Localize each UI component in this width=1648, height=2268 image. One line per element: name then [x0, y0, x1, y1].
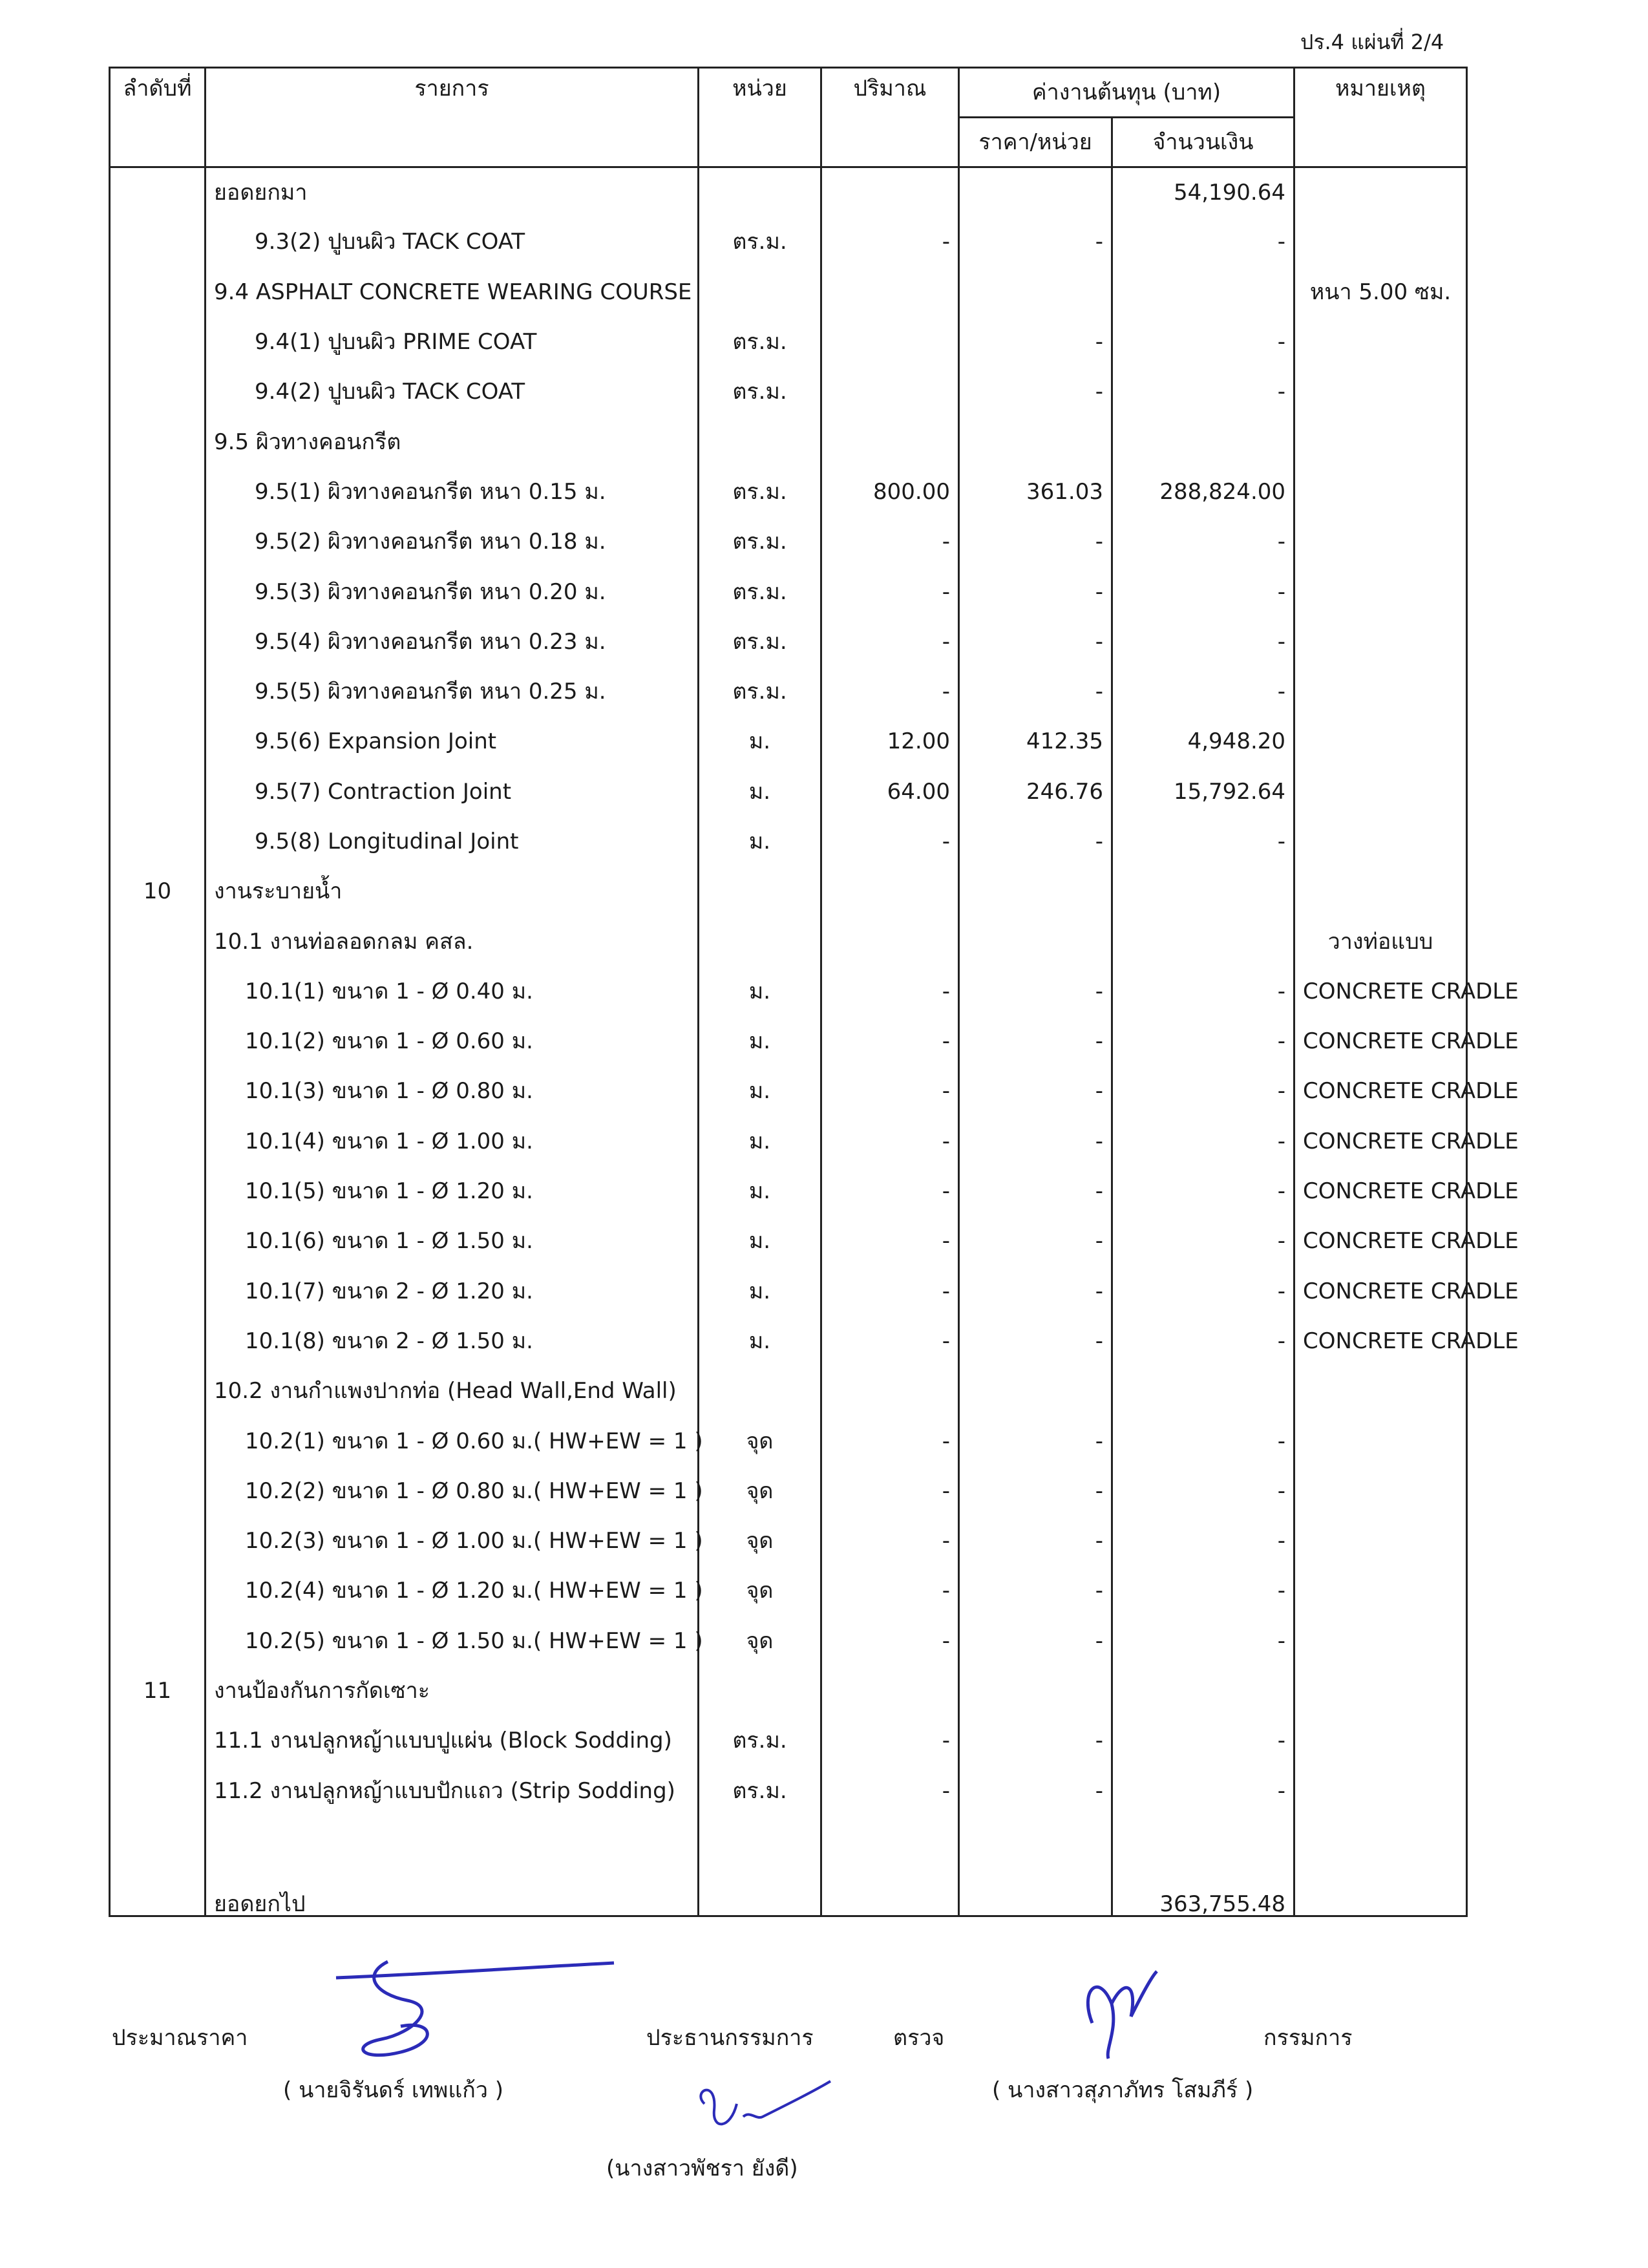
row-unit-price: -: [959, 1266, 1112, 1316]
row-remark: วางท่อแบบ: [1294, 917, 1467, 966]
row-seq: [110, 567, 206, 617]
row-quantity: -: [821, 1766, 959, 1816]
table-row: [110, 816, 1467, 866]
row-unit-price: [959, 417, 1112, 467]
row-item: 9.3(2) ปูบนผิว TACK COAT: [206, 217, 699, 267]
estimator-name: ( นายจิรันดร์ เทพแก้ว ): [283, 2077, 504, 2103]
row-remark: [1294, 217, 1467, 267]
row-item: ยอดยกมา: [206, 167, 699, 217]
row-seq: [110, 1566, 206, 1616]
row-seq: [110, 1066, 206, 1116]
row-amount: 4,948.20: [1112, 717, 1294, 767]
row-amount: -: [1112, 317, 1294, 366]
row-amount: -: [1112, 1066, 1294, 1116]
row-unit-price: -: [959, 1017, 1112, 1066]
table-row: [110, 317, 1467, 366]
row-unit: ม.: [699, 1116, 821, 1166]
row-seq: [110, 917, 206, 966]
row-amount: -: [1112, 1516, 1294, 1566]
row-remark: [1294, 367, 1467, 417]
row-unit: จุด: [699, 1566, 821, 1616]
row-remark: [1294, 417, 1467, 467]
header-unit: หน่วย: [699, 68, 821, 167]
row-unit-price: [959, 1816, 1112, 1916]
row-seq: [110, 1316, 206, 1366]
row-item: 10.1(2) ขนาด 1 - Ø 0.60 ม.: [206, 1017, 699, 1066]
member-label: กรรมการ: [1263, 2025, 1353, 2051]
row-unit-price: -: [959, 1716, 1112, 1766]
row-amount: -: [1112, 1316, 1294, 1366]
table-row: [110, 167, 1467, 217]
row-item: 9.5(6) Expansion Joint: [206, 717, 699, 767]
row-unit: [699, 417, 821, 467]
row-item: 10.1(4) ขนาด 1 - Ø 1.00 ม.: [206, 1116, 699, 1166]
row-unit-price: -: [959, 317, 1112, 366]
table-row: [110, 1266, 1467, 1316]
estimator-signature: [323, 1949, 620, 2078]
row-item: 9.5(7) Contraction Joint: [206, 767, 699, 816]
row-unit-price: -: [959, 567, 1112, 617]
row-unit-price: [959, 867, 1112, 917]
row-item: 10.1(1) ขนาด 1 - Ø 0.40 ม.: [206, 966, 699, 1016]
estimator-label: ประมาณราคา: [112, 2025, 248, 2051]
row-seq: [110, 1216, 206, 1266]
row-quantity: [821, 417, 959, 467]
row-seq: [110, 1816, 206, 1916]
row-quantity: -: [821, 567, 959, 617]
row-remark: CONCRETE CRADLE: [1294, 1116, 1467, 1166]
row-remark: [1294, 617, 1467, 666]
row-amount: -: [1112, 1017, 1294, 1066]
row-unit: ม.: [699, 966, 821, 1016]
row-unit-price: -: [959, 217, 1112, 267]
row-quantity: 64.00: [821, 767, 959, 816]
row-unit: ตร.ม.: [699, 1766, 821, 1816]
table-row: [110, 1566, 1467, 1616]
row-unit: ม.: [699, 816, 821, 866]
table-row: [110, 517, 1467, 567]
row-seq: [110, 417, 206, 467]
row-unit: [699, 267, 821, 317]
table-row: [110, 1066, 1467, 1116]
header-seq: ลำดับที่: [110, 68, 206, 167]
row-unit: ตร.ม.: [699, 517, 821, 567]
row-quantity: -: [821, 517, 959, 567]
header-remark: หมายเหตุ: [1294, 68, 1467, 167]
table-row: [110, 966, 1467, 1016]
row-quantity: -: [821, 617, 959, 666]
row-quantity: -: [821, 1266, 959, 1316]
member-name: ( นางสาวสุภาภัทร โสมภีร์ ): [992, 2077, 1254, 2103]
row-item: 10.1(8) ขนาด 2 - Ø 1.50 ม.: [206, 1316, 699, 1366]
table-row: [110, 1416, 1467, 1466]
row-seq: [110, 816, 206, 866]
row-remark: [1294, 717, 1467, 767]
page-reference: ปร.4 แผ่นที่ 2/4: [1300, 30, 1444, 54]
row-item: 10.1 งานท่อลอดกลม คสล.: [206, 917, 699, 966]
row-item: 9.5(5) ผิวทางคอนกรีต หนา 0.25 ม.: [206, 666, 699, 716]
table-row: [110, 917, 1467, 966]
row-seq: [110, 267, 206, 317]
row-unit: [699, 167, 821, 217]
row-unit-price: -: [959, 1766, 1112, 1816]
row-amount: -: [1112, 1566, 1294, 1616]
table-row: [110, 767, 1467, 816]
row-quantity: -: [821, 1716, 959, 1766]
row-amount: -: [1112, 567, 1294, 617]
row-remark: [1294, 1516, 1467, 1566]
row-seq: [110, 1166, 206, 1216]
row-quantity: [821, 367, 959, 417]
row-quantity: [821, 867, 959, 917]
row-amount: -: [1112, 1466, 1294, 1516]
row-unit-price: -: [959, 1466, 1112, 1516]
row-quantity: -: [821, 1116, 959, 1166]
row-item: 9.5(8) Longitudinal Joint: [206, 816, 699, 866]
row-seq: 11: [110, 1666, 206, 1715]
row-amount: -: [1112, 517, 1294, 567]
row-amount: -: [1112, 966, 1294, 1016]
chair-name: (นางสาวพัชรา ยังดี): [606, 2156, 798, 2181]
row-item: 9.5(2) ผิวทางคอนกรีต หนา 0.18 ม.: [206, 517, 699, 567]
row-amount: -: [1112, 1166, 1294, 1216]
table-row: [110, 1766, 1467, 1816]
row-amount: -: [1112, 1766, 1294, 1816]
chair-label: ประธานกรรมการ: [646, 2025, 814, 2051]
row-unit-price: 246.76: [959, 767, 1112, 816]
row-item: 9.4(2) ปูบนผิว TACK COAT: [206, 367, 699, 417]
row-unit-price: -: [959, 966, 1112, 1016]
row-quantity: 12.00: [821, 717, 959, 767]
row-unit: ตร.ม.: [699, 1716, 821, 1766]
row-remark: CONCRETE CRADLE: [1294, 1066, 1467, 1116]
row-remark: CONCRETE CRADLE: [1294, 1017, 1467, 1066]
row-item: 9.5(1) ผิวทางคอนกรีต หนา 0.15 ม.: [206, 467, 699, 516]
row-unit-price: -: [959, 617, 1112, 666]
table-row: [110, 717, 1467, 767]
table-row: [110, 666, 1467, 716]
row-unit-price: -: [959, 816, 1112, 866]
row-quantity: -: [821, 1216, 959, 1266]
row-amount: -: [1112, 367, 1294, 417]
table-row: [110, 1716, 1467, 1766]
table-row: [110, 1516, 1467, 1566]
row-item: 10.2(1) ขนาด 1 - Ø 0.60 ม.( HW+EW = 1 ): [206, 1416, 699, 1466]
row-remark: [1294, 467, 1467, 516]
table-row: [110, 1316, 1467, 1366]
row-unit-price: -: [959, 1066, 1112, 1116]
row-remark: [1294, 167, 1467, 217]
row-remark: [1294, 867, 1467, 917]
table-row: [110, 217, 1467, 267]
carry-forward-row: [110, 1816, 1467, 1916]
row-unit: ม.: [699, 1066, 821, 1116]
header-unit-price: ราคา/หน่วย: [959, 118, 1112, 167]
row-seq: [110, 167, 206, 217]
table-header: [110, 68, 1467, 167]
row-unit: ม.: [699, 1017, 821, 1066]
row-remark: [1294, 1616, 1467, 1666]
row-seq: [110, 1116, 206, 1166]
row-quantity: [821, 267, 959, 317]
row-unit: ตร.ม.: [699, 617, 821, 666]
row-unit: จุด: [699, 1466, 821, 1516]
row-item: 11.2 งานปลูกหญ้าแบบปักแถว (Strip Sodding): [206, 1766, 699, 1816]
row-quantity: -: [821, 666, 959, 716]
row-remark: [1294, 816, 1467, 866]
row-item: 9.5(4) ผิวทางคอนกรีต หนา 0.23 ม.: [206, 617, 699, 666]
row-unit-price: -: [959, 666, 1112, 716]
row-seq: [110, 1416, 206, 1466]
row-remark: CONCRETE CRADLE: [1294, 1216, 1467, 1266]
row-unit-price: -: [959, 1516, 1112, 1566]
row-amount: [1112, 267, 1294, 317]
row-seq: [110, 1616, 206, 1666]
row-quantity: -: [821, 1416, 959, 1466]
row-amount: -: [1112, 617, 1294, 666]
row-item: 10.2(4) ขนาด 1 - Ø 1.20 ม.( HW+EW = 1 ): [206, 1566, 699, 1616]
row-item: งานระบายน้ำ: [206, 867, 699, 917]
row-amount: [1112, 867, 1294, 917]
row-quantity: [821, 167, 959, 217]
row-item: 9.4(1) ปูบนผิว PRIME COAT: [206, 317, 699, 366]
row-remark: [1294, 1366, 1467, 1416]
row-item: 10.2 งานกำแพงปากท่อ (Head Wall,End Wall): [206, 1366, 699, 1416]
row-seq: [110, 217, 206, 267]
row-quantity: -: [821, 1316, 959, 1366]
table-row: [110, 617, 1467, 666]
header-cost-group: ค่างานต้นทุน (บาท): [959, 68, 1294, 118]
chair-signature: [685, 2072, 834, 2143]
row-unit: [699, 917, 821, 966]
row-remark: [1294, 767, 1467, 816]
row-unit: จุด: [699, 1516, 821, 1566]
row-remark: CONCRETE CRADLE: [1294, 966, 1467, 1016]
row-quantity: -: [821, 1566, 959, 1616]
row-unit-price: -: [959, 1216, 1112, 1266]
row-item: 11.1 งานปลูกหญ้าแบบปูแผ่น (Block Sodding): [206, 1716, 699, 1766]
row-seq: [110, 1766, 206, 1816]
row-unit: ตร.ม.: [699, 467, 821, 516]
row-unit: ตร.ม.: [699, 567, 821, 617]
row-quantity: -: [821, 1017, 959, 1066]
row-unit: [699, 867, 821, 917]
row-seq: [110, 1516, 206, 1566]
row-unit-price: 361.03: [959, 467, 1112, 516]
table-row: [110, 1216, 1467, 1266]
row-unit-price: -: [959, 517, 1112, 567]
row-unit-price: -: [959, 1616, 1112, 1666]
row-amount: -: [1112, 217, 1294, 267]
row-remark: CONCRETE CRADLE: [1294, 1266, 1467, 1316]
table-row: [110, 567, 1467, 617]
header-quantity: ปริมาณ: [821, 68, 959, 167]
row-quantity: -: [821, 1066, 959, 1116]
row-unit-price: -: [959, 1116, 1112, 1166]
row-quantity: -: [821, 816, 959, 866]
row-amount: -: [1112, 1216, 1294, 1266]
row-amount: 54,190.64: [1112, 167, 1294, 217]
row-amount: [1112, 1666, 1294, 1715]
row-unit: ม.: [699, 1166, 821, 1216]
row-quantity: -: [821, 1166, 959, 1216]
row-quantity: -: [821, 1616, 959, 1666]
row-seq: [110, 666, 206, 716]
row-amount: 15,792.64: [1112, 767, 1294, 816]
row-unit: จุด: [699, 1616, 821, 1666]
table-row: [110, 1017, 1467, 1066]
row-remark: CONCRETE CRADLE: [1294, 1166, 1467, 1216]
row-unit: ตร.ม.: [699, 666, 821, 716]
row-unit-price: 412.35: [959, 717, 1112, 767]
row-seq: [110, 1366, 206, 1416]
table-row: [110, 867, 1467, 917]
row-quantity: -: [821, 1466, 959, 1516]
row-remark: [1294, 517, 1467, 567]
row-seq: [110, 966, 206, 1016]
row-amount: -: [1112, 1416, 1294, 1466]
row-quantity: -: [821, 1516, 959, 1566]
row-seq: [110, 367, 206, 417]
row-unit: [699, 1366, 821, 1416]
row-remark: [1294, 1566, 1467, 1616]
row-remark: [1294, 1716, 1467, 1766]
row-remark: CONCRETE CRADLE: [1294, 1316, 1467, 1366]
row-quantity: [821, 317, 959, 366]
row-unit: ม.: [699, 1266, 821, 1316]
row-remark: [1294, 567, 1467, 617]
row-unit-price: -: [959, 1316, 1112, 1366]
row-seq: [110, 1017, 206, 1066]
row-seq: [110, 1466, 206, 1516]
row-unit: ตร.ม.: [699, 217, 821, 267]
table-row: [110, 417, 1467, 467]
row-remark: [1294, 1766, 1467, 1816]
row-item: 10.1(3) ขนาด 1 - Ø 0.80 ม.: [206, 1066, 699, 1116]
row-unit: ม.: [699, 717, 821, 767]
row-unit: [699, 1666, 821, 1715]
table-row: [110, 267, 1467, 317]
header-item: รายการ: [206, 68, 699, 167]
row-seq: [110, 517, 206, 567]
row-remark: [1294, 317, 1467, 366]
row-seq: [110, 467, 206, 516]
row-quantity: [821, 1366, 959, 1416]
row-remark: [1294, 1466, 1467, 1516]
row-quantity: [821, 1816, 959, 1916]
row-amount: -: [1112, 816, 1294, 866]
row-seq: 10: [110, 867, 206, 917]
row-item: 9.5 ผิวทางคอนกรีต: [206, 417, 699, 467]
row-unit-price: [959, 1666, 1112, 1715]
row-seq: [110, 717, 206, 767]
row-amount: -: [1112, 1266, 1294, 1316]
row-quantity: [821, 1666, 959, 1715]
row-item: 10.2(2) ขนาด 1 - Ø 0.80 ม.( HW+EW = 1 ): [206, 1466, 699, 1516]
row-seq: [110, 767, 206, 816]
table-row: [110, 1466, 1467, 1516]
table-row: [110, 1616, 1467, 1666]
row-unit-price: -: [959, 1416, 1112, 1466]
row-unit-price: [959, 267, 1112, 317]
row-amount: -: [1112, 1116, 1294, 1166]
row-item: 10.2(5) ขนาด 1 - Ø 1.50 ม.( HW+EW = 1 ): [206, 1616, 699, 1666]
row-remark: [1294, 1416, 1467, 1466]
row-item: 10.1(7) ขนาด 2 - Ø 1.20 ม.: [206, 1266, 699, 1316]
row-quantity: -: [821, 966, 959, 1016]
row-item: 9.4 ASPHALT CONCRETE WEARING COURSE: [206, 267, 699, 317]
carry-forward-amount: 363,755.48: [1112, 1816, 1294, 1916]
row-remark: [1294, 1666, 1467, 1715]
row-unit: ตร.ม.: [699, 367, 821, 417]
row-unit-price: [959, 1366, 1112, 1416]
row-item: งานป้องกันการกัดเซาะ: [206, 1666, 699, 1715]
row-quantity: [821, 917, 959, 966]
row-unit: จุด: [699, 1416, 821, 1466]
row-remark: หนา 5.00 ซม.: [1294, 267, 1467, 317]
check-label: ตรวจ: [893, 2025, 945, 2051]
row-remark: [1294, 666, 1467, 716]
row-amount: [1112, 1366, 1294, 1416]
table-row: [110, 1166, 1467, 1216]
row-item: 10.2(3) ขนาด 1 - Ø 1.00 ม.( HW+EW = 1 ): [206, 1516, 699, 1566]
table-row: [110, 367, 1467, 417]
row-seq: [110, 317, 206, 366]
row-amount: -: [1112, 1716, 1294, 1766]
row-seq: [110, 617, 206, 666]
row-remark: [1294, 1816, 1467, 1916]
bill-of-quantities-table: [109, 67, 1519, 1917]
row-unit-price: -: [959, 1566, 1112, 1616]
row-item: 9.5(3) ผิวทางคอนกรีต หนา 0.20 ม.: [206, 567, 699, 617]
row-amount: [1112, 417, 1294, 467]
row-seq: [110, 1266, 206, 1316]
row-unit: [699, 1816, 821, 1916]
row-unit-price: [959, 917, 1112, 966]
row-seq: [110, 1716, 206, 1766]
row-item: 10.1(5) ขนาด 1 - Ø 1.20 ม.: [206, 1166, 699, 1216]
table-body: [110, 167, 1519, 1917]
row-quantity: -: [821, 217, 959, 267]
row-amount: -: [1112, 1616, 1294, 1666]
table-row: [110, 1116, 1467, 1166]
member-signature: [1073, 1965, 1163, 2062]
table-row: [110, 1366, 1467, 1416]
row-unit-price: -: [959, 1166, 1112, 1216]
table-row: [110, 467, 1467, 516]
row-unit: ตร.ม.: [699, 317, 821, 366]
row-amount: [1112, 917, 1294, 966]
row-item: 10.1(6) ขนาด 1 - Ø 1.50 ม.: [206, 1216, 699, 1266]
row-unit: ม.: [699, 1216, 821, 1266]
row-quantity: 800.00: [821, 467, 959, 516]
header-amount: จำนวนเงิน: [1112, 118, 1294, 167]
carry-forward-label: ยอดยกไป: [206, 1816, 699, 1916]
row-unit-price: [959, 167, 1112, 217]
row-unit-price: -: [959, 367, 1112, 417]
row-unit: ม.: [699, 1316, 821, 1366]
row-unit: ม.: [699, 767, 821, 816]
row-amount: -: [1112, 666, 1294, 716]
row-amount: 288,824.00: [1112, 467, 1294, 516]
table-row: [110, 1666, 1467, 1715]
